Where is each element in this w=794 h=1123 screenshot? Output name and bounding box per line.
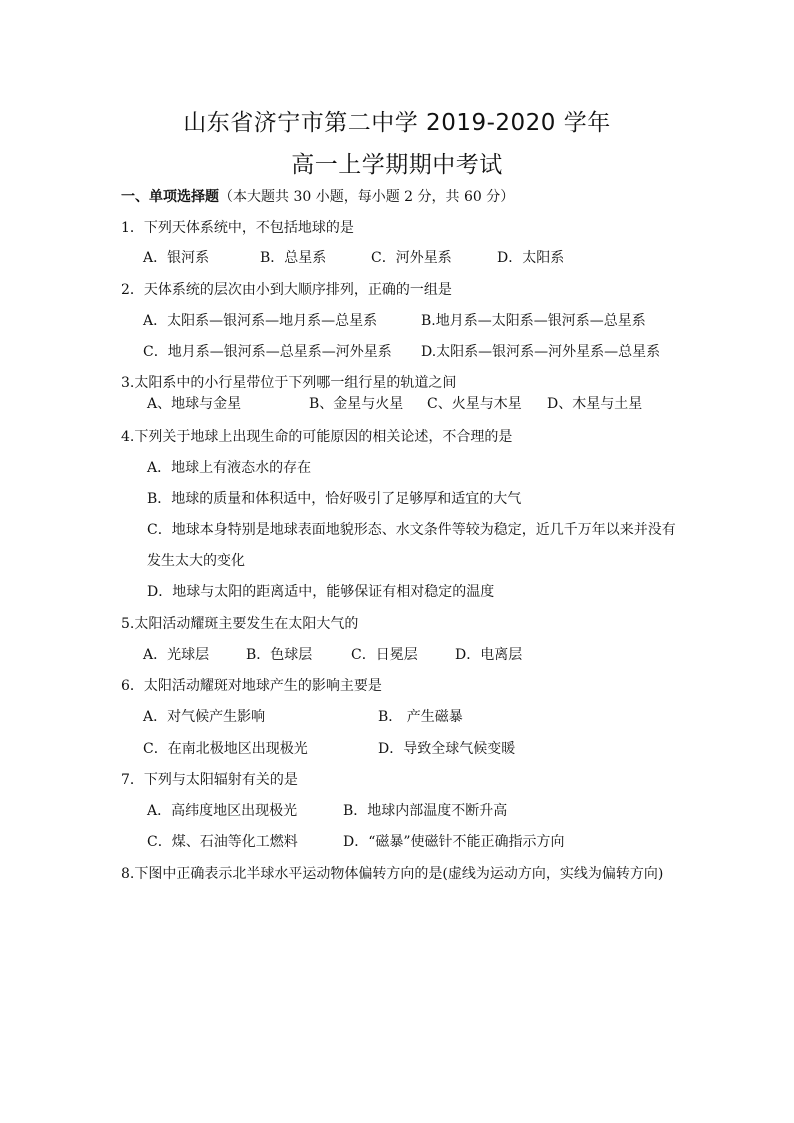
q7-option-b: B．地球内部温度不断升高 (343, 803, 508, 819)
question-5-stem: 5.太阳活动耀斑主要发生在太阳大气的 (121, 616, 359, 632)
question-1-stem: 1．下列天体系统中，不包括地球的是 (121, 220, 354, 236)
question-8-stem: 8.下图中正确表示北半球水平运动物体偏转方向的是(虚线为运动方向，实线为偏转方向) (121, 866, 664, 882)
question-4-stem: 4.下列关于地球上出现生命的可能原因的相关论述，不合理的是 (121, 429, 513, 445)
q6-option-b: B． 产生磁暴 (378, 709, 463, 725)
section-title: 一、单项选择题 (121, 189, 219, 205)
section-heading (121, 187, 514, 207)
q4-option-c: C．地球本身特别是地球表面地貌形态、水文条件等较为稳定，近几千万年以来并没有 (147, 522, 676, 538)
q1-option-d: D．太阳系 (497, 250, 565, 266)
question-7-stem: 7．下列与太阳辐射有关的是 (121, 772, 298, 788)
q5-option-b: B．色球层 (246, 647, 313, 663)
q6-option-c: C．在南北极地区出现极光 (143, 741, 308, 757)
question-6-stem: 6．太阳活动耀斑对地球产生的影响主要是 (121, 678, 382, 694)
q4-option-b: B．地球的质量和体积适中，恰好吸引了足够厚和适宜的大气 (147, 491, 522, 507)
q2-option-c: C．地月系—银河系—总星系—河外星系 (143, 344, 392, 360)
section-note: （本大题共 30 小题，每小题 2 分，共 60 分） (219, 189, 515, 205)
q1-option-a: A．银河系 (143, 250, 210, 266)
q2-option-b: B.地月系—太阳系—银河系—总星系 (421, 313, 646, 329)
q5-option-a: A．光球层 (143, 647, 210, 663)
q4-option-c-continued: 发生太大的变化 (147, 553, 245, 569)
q2-option-d: D.太阳系—银河系—河外星系—总星系 (421, 344, 661, 360)
question-3-stem: 3.太阳系中的小行星带位于下列哪一组行星的轨道之间 (121, 375, 457, 391)
q7-option-a: A．高纬度地区出现极光 (147, 803, 298, 819)
q3-option-b: B、金星与火星 (309, 396, 404, 412)
q4-option-d: D．地球与太阳的距离适中，能够保证有相对稳定的温度 (147, 584, 495, 600)
q1-option-b: B．总星系 (260, 250, 327, 266)
exam-title-line1: 山东省济宁市第二中学 2019-2020 学年 (183, 110, 611, 136)
q4-option-a: A．地球上有液态水的存在 (147, 460, 312, 476)
q5-option-c: C．日冕层 (351, 647, 418, 663)
q3-option-a: A、地球与金星 (147, 396, 242, 412)
q2-option-a: A．太阳系—银河系—地月系—总星系 (143, 313, 378, 329)
q5-option-d: D．电离层 (455, 647, 523, 663)
q7-option-d: D．“磁暴”使磁针不能正确指示方向 (343, 834, 565, 850)
question-2-stem: 2．天体系统的层次由小到大顺序排列，正确的一组是 (121, 282, 452, 298)
q6-option-a: A．对气候产生影响 (143, 709, 266, 725)
q7-option-c: C．煤、石油等化工燃料 (147, 834, 298, 850)
q1-option-c: C．河外星系 (371, 250, 452, 266)
exam-title-line2: 高一上学期期中考试 (291, 152, 503, 178)
q3-option-d: D、木星与土星 (547, 396, 643, 412)
q6-option-d: D．导致全球气候变暖 (378, 741, 516, 757)
q3-option-c: C、火星与木星 (427, 396, 522, 412)
